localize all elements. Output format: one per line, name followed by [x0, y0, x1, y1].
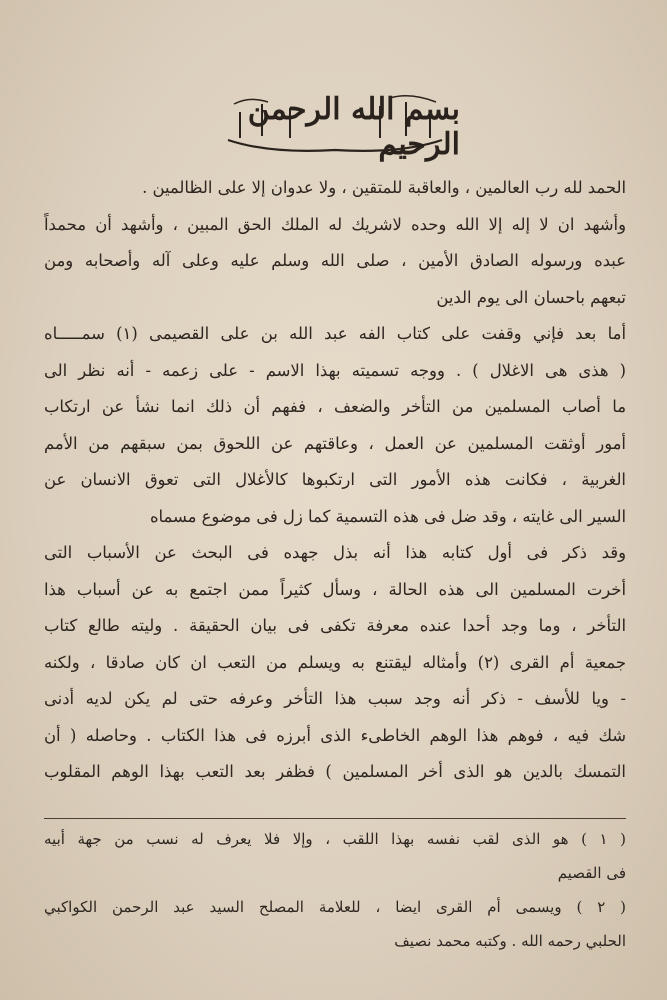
- basmala-calligraphy: [210, 92, 460, 162]
- text-line: أمور أوثقت المسلمين عن العمل ، وعاقتهم عن اللحوق بمن سبقهم من الأمم: [44, 433, 626, 453]
- text-line: التمسك بالدين هو الذى أخر المسلمين ) فظفر بعد التعب بهذا الوهم المقلوب: [44, 762, 626, 781]
- text-line: ( هذى هى الاغلال ) . ووجه تسميته بهذا الاسم - على زعمه - أنه نظر الى: [44, 360, 626, 380]
- text-line: الحمد لله رب العالمين ، والعاقبة للمتقين ، ولا عدوان إلا على الظالمين .: [142, 178, 626, 197]
- footnote-line: فى القصيم: [557, 864, 626, 882]
- footnote-line: ( ٢ ) ويسمى أم القرى ايضا ، للعلامة المصلح السيد عبد الرحمن الكواكبي: [44, 898, 626, 916]
- text-line: جمعية أم القرى (٢) وأمثاله ليقتنع به ويسلم من التعب ان كان صادقا ، ولكنه: [44, 652, 626, 672]
- basmala-text: بسم الله الرحمن الرحيم: [247, 92, 460, 162]
- text-line: أما بعد فإني وقفت على كتاب الفه عبد الله بن على القصيمى (١) سمـــــاه: [44, 324, 626, 343]
- main-text: [44, 170, 626, 791]
- footnote-separator: [44, 818, 626, 819]
- text-line: أخرت المسلمين الى هذه الحالة ، وسأل كثيراً ممن اجتمع به عن أسباب هذا: [44, 579, 626, 599]
- text-line: وقد ذكر فى أول كتابه هذا أنه بذل جهده فى البحث عن الأسباب التى: [44, 543, 626, 562]
- footnote-line: الحلبي رحمه الله . وكتبه محمد نصيف: [394, 932, 626, 950]
- text-line: التأخر ، وما وجد أحدا عنده معرفة تكفى فى بيان الحقيقة . وليته طالع كتاب: [44, 616, 626, 635]
- text-line: - ويا للأسف - ذكر أنه وجد سبب هذا التأخر وعرفه حتى لم يكن لديه أدنى: [44, 689, 626, 708]
- text-line: السير الى غايته ، وقد ضل فى هذه التسمية كما زل فى موضوع مسماه: [149, 506, 626, 526]
- text-line: وأشهد ان لا إله إلا الله وحده لاشريك له الملك الحق المبين ، وأشهد أن محمداً: [44, 214, 626, 234]
- footnotes: [44, 822, 626, 958]
- text-line: عبده ورسوله الصادق الأمين ، صلى الله وسلم عليه وعلى آله وأصحابه ومن: [44, 251, 626, 270]
- text-line: الغربية ، فكانت هذه الأمور التى ارتكبوها كالأغلال التى تعوق الانسان عن: [44, 470, 626, 489]
- text-line: تبعهم باحسان الى يوم الدين: [436, 287, 626, 307]
- footnote-line: ( ١ ) هو الذى لقب نفسه بهذا اللقب ، وإلا فلا يعرف له نسب من جهة أبيه: [44, 830, 626, 848]
- text-line: ما أصاب المسلمين من التأخر والضعف ، ففهم أن ذلك انما نشأ عن ارتكاب: [44, 397, 626, 416]
- text-line: شك فيه ، فوهم هذا الوهم الخاطىء الذى أبرزه فى هذا الكتاب . وحاصله ( أن: [44, 725, 626, 745]
